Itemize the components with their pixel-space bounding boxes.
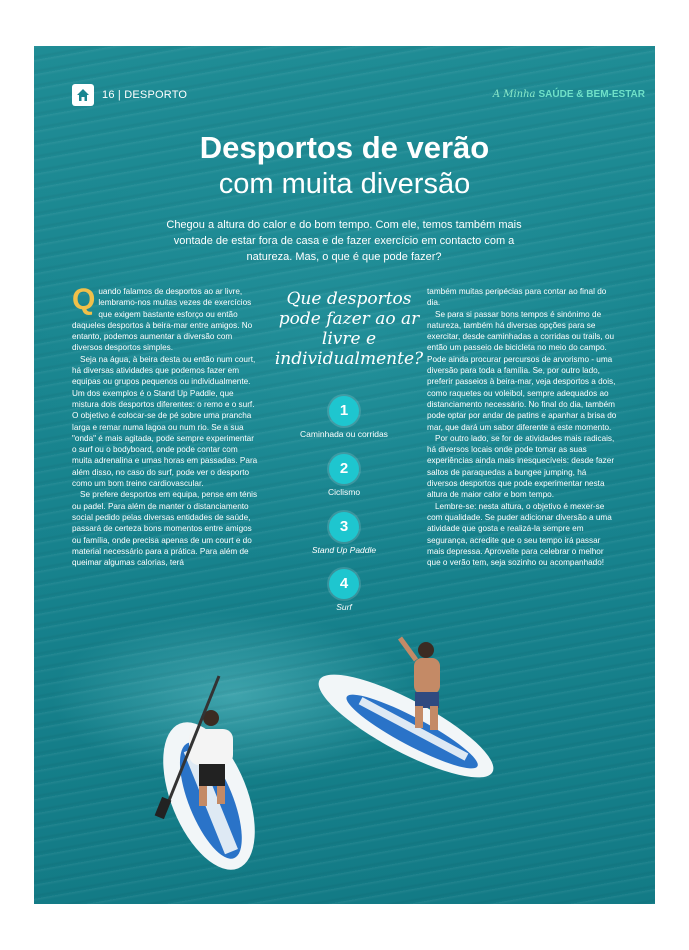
number-badge: 2: [329, 454, 359, 484]
sidebar-item-label: Ciclismo: [327, 487, 361, 497]
subheadline: com muita diversão: [218, 168, 471, 200]
drop-cap: Q: [72, 283, 96, 316]
paragraph: Por outro lado, se for de atividades mais radicais, há diversos locais onde pode tomar as suas experiências ainda mais inesquecíveis: desde fazer saltos de paraquedas a bungee jumping, há diversos desportos que pode experimentar nesta altura de maior calor e bom tempo.: [427, 433, 615, 500]
paragraph: Lembre-se: nesta altura, o objetivo é mexer-se com qualidade. Se puder adicionar diversão a uma atividade que gosta e realizá-la sempre em segurança, acredite que o seu tempo irá passar mais depressa. Aproveite para celebrar o melhor que o verão tem, seja sozinho ou acompanhado!: [427, 501, 612, 568]
sidebar-item-label: Stand Up Paddle: [311, 545, 377, 555]
page-number: 16: [102, 89, 115, 101]
number-badge: 3: [329, 512, 359, 542]
intro-paragraph: Chegou a altura do calor e do bom tempo. Com ele, temos também mais vontade de estar fora de casa e de fazer exercício em contacto com a natureza. Mas, o que é que pode fazer?: [166, 219, 522, 263]
folio-separator: |: [117, 89, 121, 101]
brand-script: A Minha: [492, 89, 536, 100]
section-name: DESPORTO: [124, 89, 188, 101]
number-badge: 1: [329, 396, 359, 426]
right-paddleboard: [307, 657, 504, 795]
paragraph: uando falamos de desportos ao ar livre, lembramo-nos muitas vezes de exercícios que exigem bastante esforço ou então daqueles desportos à beira-mar entre amigos. No entanto, podemos aumentar a diversão com diversos desportos simples.: [72, 287, 253, 353]
number-badge: 4: [329, 569, 359, 599]
headline: Desportos de verão: [199, 130, 490, 165]
brand-text: SAÚDE & BEM-ESTAR: [538, 89, 645, 100]
sidebar-title: Que desportos pode fazer ao ar livre e individualmente?: [274, 289, 424, 369]
paddleboarders-photo: [34, 46, 655, 904]
sidebar-item-label: Caminhada ou corridas: [300, 429, 388, 439]
paragraph: Seja na água, à beira desta ou então num court, há diversas atividades que podemos fazer em equipas ou grupos pequenos ou individualmente. Um dos exemplos é o Stand Up Paddle, que mistura dois desportos diferentes: o remo e o surf. O objetivo é colocar-se de pé sobre uma prancha larga e remar numa lagoa ou num rio. Se a sua "onda" é mais agitada, pode sempre experimentar o surf ou o bodyboard, onde pode contar com muita adrenalina e umas horas em passadas. Para além disso, no caso do surf, pode ver o desporto como um bom treino cardiovascular.: [72, 354, 258, 489]
paragraph: Se prefere desportos em equipa, pense em ténis ou padel. Para além de manter o distanciamento social pedido pelas diversas entidades de saúde, passará de certeza bons momentos entre amigos ou família, onde precisa apenas de um court e do material necessário para a prática. Para além de queimar algumas calorias, terá: [72, 490, 258, 568]
sidebar-item-label: Surf: [336, 602, 352, 612]
paragraph: também muitas peripécias para contar ao final do dia.: [427, 287, 607, 308]
magazine-page: [34, 46, 655, 904]
paragraph: Se para si passar bons tempos é sinónimo de natureza, também há diversas opções para se exercitar, desde caminhadas a corridas ou trails, ou então um passeio de bicicleta no meio do campo. Pode ainda procurar percursos de arvorismo - uma diversão para toda a família. Se, por outro lado, preferir passeios à beira-mar, veja desportos a dois, como raquetes ou voleibol, sempre adequados ao distanciamento necessário. No final do dia, também pode optar por andar de patins e apanhar a brisa do mar, que dará um sabor diferente a este momento.: [427, 309, 617, 432]
